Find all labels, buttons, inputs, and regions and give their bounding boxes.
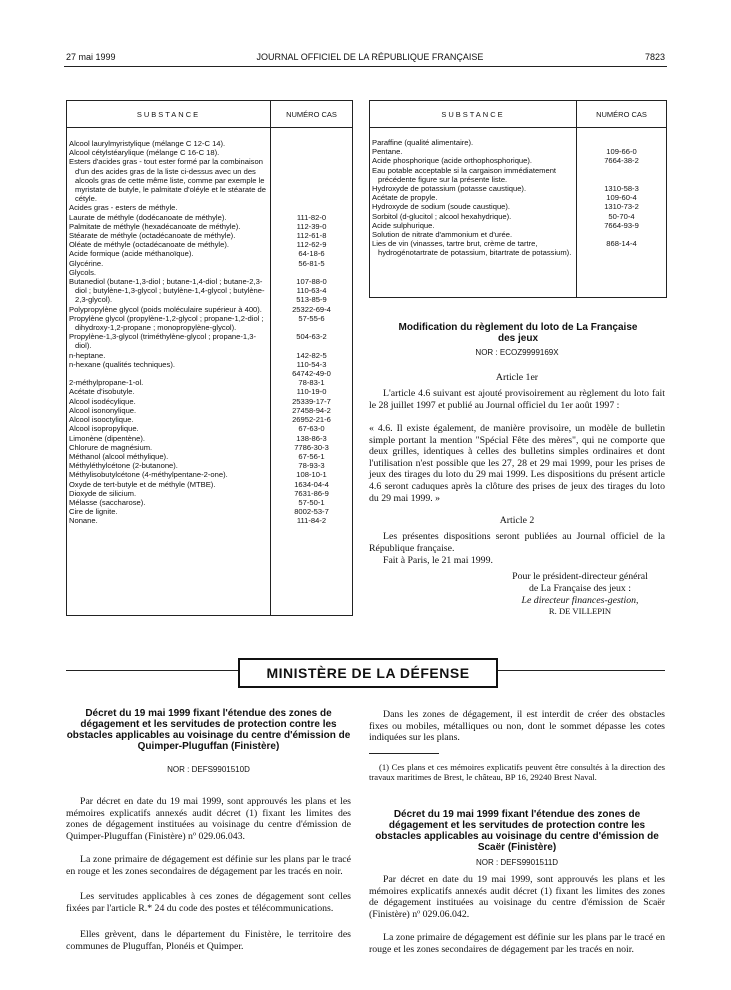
table-row <box>67 203 352 212</box>
cas-number <box>577 230 666 239</box>
loto-article1-heading: Article 1er <box>495 372 539 383</box>
table-row <box>67 424 352 433</box>
substance-name: Acide phosphorique (acide orthophosphorique). <box>372 156 532 166</box>
cas-number: 25339-17-7 <box>292 396 331 406</box>
cas-number: 56-81-5 <box>298 258 325 268</box>
cas-number: 67-63-0 <box>298 424 325 434</box>
substance-name: Méthanol (alcool méthylique). <box>69 451 169 461</box>
cas-number: 111-84-2 <box>296 516 327 526</box>
cas-number: 107-88-0 110-63-4 513-85-9 <box>296 277 327 305</box>
substance-name: Eau potable acceptable si la cargaison immédiatement précédente figure sur la présente liste. <box>372 165 557 184</box>
substance-name: Propylène glycol (propylène-1,2-glycol ; propane-1,2-diol ; dihydroxy-1,2-propane ; monopropylène-glycol). <box>69 313 264 333</box>
substance-name: Alcool laurylmyristylique (mélange C 12-C 14). <box>69 139 226 148</box>
substance-table-right <box>369 100 667 298</box>
substance-table-left <box>66 100 353 616</box>
column-header-cas: NUMÉRO CAS <box>596 110 647 119</box>
substance-name: 2-méthylpropane-1-ol. <box>69 378 144 388</box>
decret1-footnote: (1) Ces plans et ces mémoires explicatifs peuvent être consultés à la direction des travaux maritimes de Brest, le château, BP 16, 29240 Brest Naval. <box>369 762 665 783</box>
substance-name: Mélasse (saccharose). <box>69 497 146 507</box>
table-row <box>67 305 352 314</box>
cas-number: 110-54-3 64742-49-0 <box>292 359 331 379</box>
table-row <box>370 184 666 193</box>
table-row <box>370 166 666 184</box>
substance-name: Méthylisobutylcétone (4-méthylpentane-2-one). <box>69 470 228 480</box>
substance-name: Chlorure de magnésium. <box>69 442 153 452</box>
decret1-title: Décret du 19 mai 1999 fixant l'étendue des zones de dégagement et les servitudes de protection contre les obstacles applicables au voisinage du centre d'émission de Quimper-Pluguffan (Finistère) <box>66 708 351 752</box>
table-row <box>67 498 352 507</box>
substance-name: Polypropylène glycol (poids moléculaire supérieur à 400). <box>69 304 262 314</box>
table-row <box>370 147 666 156</box>
substance-name: Solution de nitrate d'ammonium et d'urée. <box>372 230 513 240</box>
loto-article2-heading: Article 2 <box>499 515 535 526</box>
cas-number <box>271 148 352 157</box>
substance-name: Dioxyde de silicium. <box>69 488 137 498</box>
substance-name: Pentane. <box>372 147 403 157</box>
cas-number: 57-55-6 <box>298 313 325 323</box>
loto-article1-intro: L'article 4.6 suivant est ajouté provisoirement au règlement du loto fait le 28 juillet 1997 et publié au Journal officiel du 1er août 1997 : <box>369 388 665 411</box>
substance-name: Acide formique (acide méthanoïque). <box>69 249 194 259</box>
substance-name: Sorbitol (d-glucitol ; alcool hexahydrique). <box>372 211 512 221</box>
cas-number: 8002-53-7 <box>294 507 329 517</box>
decret1-paragraph-1: Par décret en date du 19 mai 1999, sont approuvés les plans et les mémoires explicatifs annexés audit décret (1) fixant les limites des zones de dégagement instituées au voisinage du centre d'émission de Quimper-Pluguffan (Finistère) nº 029.06.043. <box>66 796 351 842</box>
table-row <box>67 351 352 360</box>
substance-name: n-heptane. <box>69 350 106 360</box>
cas-number: 504-63-2 <box>296 332 327 342</box>
cas-number: 112-39-0 <box>296 221 327 231</box>
table-row <box>67 249 352 258</box>
cas-number: 57-50-1 <box>298 497 325 507</box>
column-header-substance: SUBSTANCE <box>136 110 201 119</box>
cas-number: 112-61-8 <box>296 231 327 241</box>
cas-number: 7786-30-3 <box>294 442 329 452</box>
cas-number: 112-62-9 <box>296 240 327 250</box>
cas-number: 25322-69-4 <box>292 304 331 314</box>
substance-name: Alcool isodécylique. <box>69 396 136 406</box>
cas-number: 7664-93-9 <box>604 220 639 230</box>
cas-number: 868-14-4 <box>606 239 637 249</box>
substance-name: n-hexane (qualités techniques). <box>69 359 175 369</box>
substance-name: Palmitate de méthyle (hexadécanoate de méthyle). <box>69 221 241 231</box>
table-row <box>67 406 352 415</box>
table-row <box>67 148 352 157</box>
substance-name: Esters d'acides gras - tout ester formé par la combinaison d'un des acides gras de la liste ci-dessus avec un des alcools gras de cette même liste, comme par exemple le myristate de butyle, le palmitate d'oléyle et le stéarate de cétyle. <box>69 157 266 204</box>
table-row <box>67 213 352 222</box>
cas-number: 111-82-0 <box>296 212 327 222</box>
table-row <box>370 230 666 239</box>
table-row <box>370 202 666 211</box>
substance-name: Cire de lignite. <box>69 507 118 517</box>
table-row <box>67 387 352 396</box>
cas-number <box>271 268 352 277</box>
table-row <box>67 222 352 231</box>
substance-name: Méthyléthylcétone (2-butanone). <box>69 461 178 471</box>
table-row <box>67 332 352 350</box>
substance-name: Limonène (dipentène). <box>69 433 145 443</box>
table-body-left <box>67 139 352 526</box>
cas-number: 1634-04-4 <box>294 479 329 489</box>
table-body-right <box>370 138 666 258</box>
cas-number: 1310-73-2 <box>604 202 639 212</box>
table-row <box>67 277 352 305</box>
header-date: 27 mai 1999 <box>66 52 116 62</box>
loto-signature-line1: Pour le président-directeur général <box>512 571 648 582</box>
column-header-cas: NUMÉRO CAS <box>286 110 337 119</box>
loto-signatory: R. DE VILLEPIN <box>548 606 612 616</box>
table-row <box>67 507 352 516</box>
substance-name: Glycols. <box>69 267 97 277</box>
cas-number: 50-70-4 <box>608 211 635 221</box>
substance-name: Propylène-1,3-glycol (triméthylène-glycol ; propane-1,3-diol). <box>69 332 256 351</box>
decret1-paragraph-2: La zone primaire de dégagement est définie sur les plans par le tracé en rouge et les zones secondaires de dégagement par les tracés en noir. <box>66 854 351 877</box>
table-row <box>67 397 352 406</box>
column-header-substance: SUBSTANCE <box>441 110 505 119</box>
table-row <box>67 452 352 461</box>
substance-name: Hydroxyde de sodium (soude caustique). <box>372 202 511 212</box>
cas-number: 78-93-3 <box>298 461 325 471</box>
substance-name: Alcool cétylstéarylique (mélange C 16-C 18). <box>69 148 220 158</box>
footnote-rule <box>369 753 439 754</box>
cas-number: 1310-58-3 <box>604 184 639 194</box>
table-row <box>67 157 352 203</box>
substance-name: Butanediol (butane-1,3-diol ; butane-1,4-diol ; butane-2,3-diol ; butylène-1,3-glycol ; butylène-1,4-glycol ; butylène-2,3-glycol). <box>69 277 265 305</box>
header-page-number: 7823 <box>644 52 665 62</box>
ministry-rule-left <box>66 670 238 671</box>
cas-number: 110-19-0 <box>296 387 327 397</box>
substance-name: Nonane. <box>69 516 98 526</box>
table-row <box>67 480 352 489</box>
table-row <box>67 314 352 332</box>
cas-number <box>271 139 352 148</box>
cas-number: 108-10-1 <box>296 470 327 480</box>
table-row <box>67 470 352 479</box>
table-row <box>67 259 352 268</box>
table-row <box>67 461 352 470</box>
substance-name: Alcool isopropylique. <box>69 424 139 434</box>
cas-number: 7631-86-9 <box>294 488 329 498</box>
substance-name: Stéarate de méthyle (octadécanoate de méthyle). <box>69 231 236 241</box>
decret1-paragraph-4: Elles grèvent, dans le département du Finistère, le territoire des communes de Pluguffan, Plonéis et Quimper. <box>66 929 351 952</box>
table-row <box>67 240 352 249</box>
substance-name: Laurate de méthyle (dodécanoate de méthyle). <box>69 212 227 222</box>
substance-name: Acétate de propyle. <box>372 193 438 203</box>
decret1-paragraph-5: Dans les zones de dégagement, il est interdit de créer des obstacles fixes ou mobiles, métalliques ou non, dont le sommet dépasse les cotes indiquées sur les plans. <box>369 709 665 744</box>
substance-name: Acide sulphurique. <box>372 220 435 230</box>
table-row <box>370 221 666 230</box>
decret1-paragraph-3: Les servitudes applicables à ces zones de dégagement sont celles fixées par l'article R.* 24 du code des postes et télécommunications. <box>66 891 351 914</box>
table-row <box>370 156 666 165</box>
loto-nor: NOR : ECOZ9999169X <box>475 348 559 357</box>
table-row <box>67 489 352 498</box>
cas-number: 78-83-1 <box>298 378 325 388</box>
decret2-paragraph-2: La zone primaire de dégagement est définie sur les plans par le tracé en rouge et les zones secondaires de dégagement par les tracés en noir. <box>369 932 665 955</box>
table-row <box>370 138 666 147</box>
cas-number: 67-56-1 <box>298 451 325 461</box>
cas-number: 138-86-3 <box>296 433 327 443</box>
substance-name: Oléate de méthyle (octadécanoate de méthyle). <box>69 240 229 250</box>
substance-name: Acides gras - esters de méthyle. <box>69 203 178 213</box>
decret2-title: Décret du 19 mai 1999 fixant l'étendue des zones de dégagement et les servitudes de protection contre les obstacles applicables au voisinage du centre d'émission de Scaër (Finistère) <box>375 809 659 853</box>
substance-name: Oxyde de tert-butyle et de méthyle (MTBE). <box>69 479 216 489</box>
ministry-banner: MINISTÈRE DE LA DÉFENSE <box>238 658 498 688</box>
cas-number: 27458-94-2 <box>292 405 331 415</box>
decret2-paragraph-1: Par décret en date du 19 mai 1999, sont approuvés les plans et les mémoires explicatifs annexés audit décret (1) fixant les limites des zones de dégagement instituées au voisinage du centre d'émission de Scaër (Finistère) nº 029.06.042. <box>369 874 665 920</box>
substance-name: Alcool isooctylique. <box>69 415 134 425</box>
loto-signature-line3: Le directeur finances-gestion, <box>521 595 639 606</box>
cas-number: 64-18-6 <box>298 249 325 259</box>
cas-number <box>577 166 666 184</box>
cas-number: 142-82-5 <box>296 350 327 360</box>
table-row <box>67 516 352 525</box>
loto-done-at: Fait à Paris, le 21 mai 1999. <box>383 555 493 566</box>
loto-article1-quote: « 4.6. Il existe également, de manière provisoire, un modèle de bulletin simple portant la mention "Spécial Fête des mères", qui ne comporte que deux grilles, identiques à celles des bulletins simples ordinaires et dont l'utilisation n'est possible que les 27, 28 et 29 mai 1999, pour les prises de jeux des tirages du loto du 29 mai 1999. Les dispositions du présent article 4.6 seront caduques après la clôture des prises de jeux des tirages du loto du 29 mai 1999. » <box>369 423 665 504</box>
cas-number: 109-66-0 <box>606 147 637 157</box>
header-rule <box>64 66 667 67</box>
decret2-nor: NOR : DEFS9901511D <box>475 858 559 867</box>
table-row <box>67 378 352 387</box>
loto-title: Modification du règlement du loto de La Française des jeux <box>398 322 638 344</box>
substance-name: Lies de vin (vinasses, tartre brut, crème de tartre, hydrogénotartrate de potassium, bitartrate de potassium). <box>372 239 572 258</box>
table-row <box>370 239 666 257</box>
substance-name: Paraffine (qualité alimentaire). <box>372 138 474 147</box>
ministry-rule-right <box>498 670 665 671</box>
decret1-nor: NOR : DEFS9901510D <box>167 765 250 774</box>
cas-number: 109-60-4 <box>606 193 637 203</box>
substance-name: Alcool isononylique. <box>69 405 137 415</box>
table-row <box>67 231 352 240</box>
table-row <box>67 268 352 277</box>
loto-article2-text: Les présentes dispositions seront publiées au Journal officiel de la République française. <box>369 531 665 554</box>
substance-name: Hydroxyde de potassium (potasse caustique). <box>372 184 527 194</box>
table-row <box>370 212 666 221</box>
cas-number <box>271 157 352 203</box>
table-row <box>67 434 352 443</box>
cas-number: 26952-21-6 <box>292 415 331 425</box>
header-journal-title: JOURNAL OFFICIEL DE LA RÉPUBLIQUE FRANÇAISE <box>256 52 484 62</box>
loto-signature-line2: de La Française des jeux : <box>528 583 631 594</box>
table-row <box>370 193 666 202</box>
cas-number: 7664-38-2 <box>604 156 639 166</box>
cas-number <box>271 203 352 212</box>
cas-number <box>577 138 666 147</box>
table-row <box>67 360 352 378</box>
substance-name: Glycérine. <box>69 258 104 268</box>
table-row <box>67 443 352 452</box>
table-row <box>67 139 352 148</box>
substance-name: Acétate d'isobutyle. <box>69 387 135 397</box>
table-row <box>67 415 352 424</box>
